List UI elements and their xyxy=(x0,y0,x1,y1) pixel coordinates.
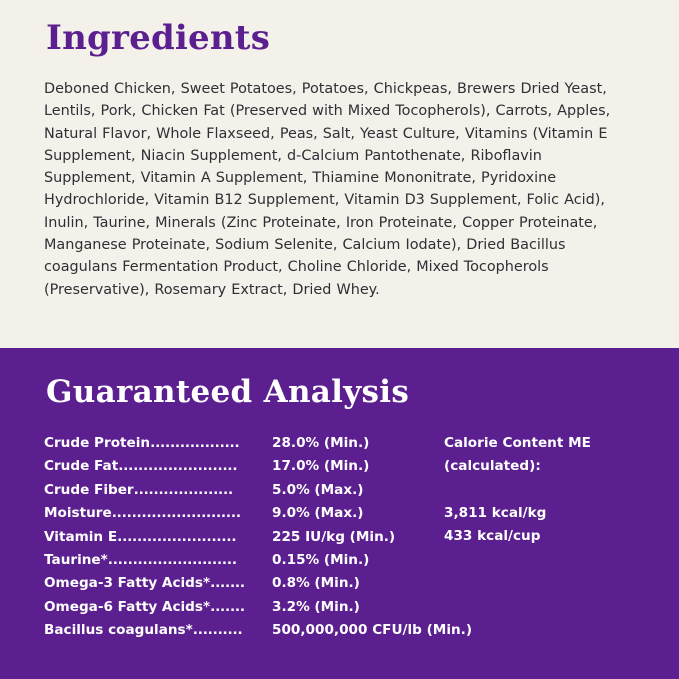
table-row xyxy=(44,432,494,455)
nutrient-value: 5.0% (Max.) xyxy=(272,481,364,498)
leader-dots: ....... xyxy=(210,575,245,592)
leader-dots: .......................... xyxy=(107,551,237,568)
nutrient-name: Omega-6 Fatty Acids* xyxy=(44,598,211,615)
guaranteed-analysis-rows xyxy=(44,432,494,643)
nutrient-value: 0.8% (Min.) xyxy=(272,575,360,592)
calorie-per-cup: 433 kcal/cup xyxy=(444,528,541,545)
nutrient-value: 225 IU/kg (Min.) xyxy=(272,528,396,545)
nutrient-value: 0.15% (Min.) xyxy=(272,551,370,568)
calorie-per-kg: 3,811 kcal/kg xyxy=(444,504,547,521)
leader-dots: ........................ xyxy=(118,458,238,475)
nutrient-name: Crude Protein xyxy=(44,435,151,451)
nutrient-value: 9.0% (Max.) xyxy=(272,505,364,522)
table-row xyxy=(44,619,494,642)
nutrient-name: Vitamin E xyxy=(44,528,118,545)
leader-dots: .......................... xyxy=(111,505,241,522)
calorie-content-subheading: (calculated): xyxy=(444,458,541,475)
table-row xyxy=(44,596,494,619)
leader-dots: ....... xyxy=(210,598,245,615)
nutrient-name: Crude Fat xyxy=(44,458,119,475)
leader-dots: .................. xyxy=(150,435,240,451)
nutrient-name: Bacillus coagulans* xyxy=(44,622,193,639)
nutrient-value: 3.2% (Min.) xyxy=(272,598,360,615)
calorie-values xyxy=(444,502,654,549)
nutrient-value: 17.0% (Min.) xyxy=(272,458,370,475)
nutrient-name: Crude Fiber xyxy=(44,481,134,498)
nutrient-value: 28.0% (Min.) xyxy=(272,435,370,451)
table-row xyxy=(44,526,494,549)
calorie-content-block xyxy=(444,432,654,549)
table-row xyxy=(44,549,494,572)
nutrient-value: 500,000,000 CFU/lb (Min.) xyxy=(272,622,473,639)
table-row xyxy=(44,455,494,478)
leader-dots: .................... xyxy=(133,481,233,498)
nutrient-name: Moisture xyxy=(44,505,112,522)
leader-dots: ........................ xyxy=(117,528,237,545)
ingredients-text: Deboned Chicken, Sweet Potatoes, Potatoes, Chickpeas, Brewers Dried Yeast, Lentils, Pork, Chicken Fat (Preserved with Mixed Tocopherols), Carrots, Apples, Natural Flavor, Whole Flaxseed, Peas, Salt, Yeast Culture, Vitamins (Vitamin E Supplement, Niacin Supplement, d-Calcium Pantothenate, Riboflavin Supplement, Vitamin A Supplement, Thiamine Mononitrate, Pyridoxine Hydrochloride, Vitamin B12 Supplement, Vitamin D3 Supplement, Folic Acid), Inulin, Taurine, Minerals (Zinc Proteinate, Iron Proteinate, Copper Proteinate, Manganese Proteinate, Sodium Selenite, Calcium Iodate), Dried Bacillus coagulans Fermentation Product, Choline Chloride, Mixed Tocopherols (Preservative), Rosemary Extract, Dried Whey. xyxy=(44,81,611,298)
table-row xyxy=(44,502,494,525)
leader-dots: .......... xyxy=(192,622,243,639)
nutrient-name: Taurine* xyxy=(44,551,108,568)
nutrient-name: Omega-3 Fatty Acids* xyxy=(44,575,211,592)
table-row xyxy=(44,572,494,595)
ingredients-heading: Ingredients xyxy=(46,18,271,58)
calorie-content-heading: Calorie Content ME xyxy=(444,435,591,451)
guaranteed-analysis-panel xyxy=(0,348,679,679)
table-row xyxy=(44,479,494,502)
guaranteed-analysis-heading: Guaranteed Analysis xyxy=(46,374,410,410)
